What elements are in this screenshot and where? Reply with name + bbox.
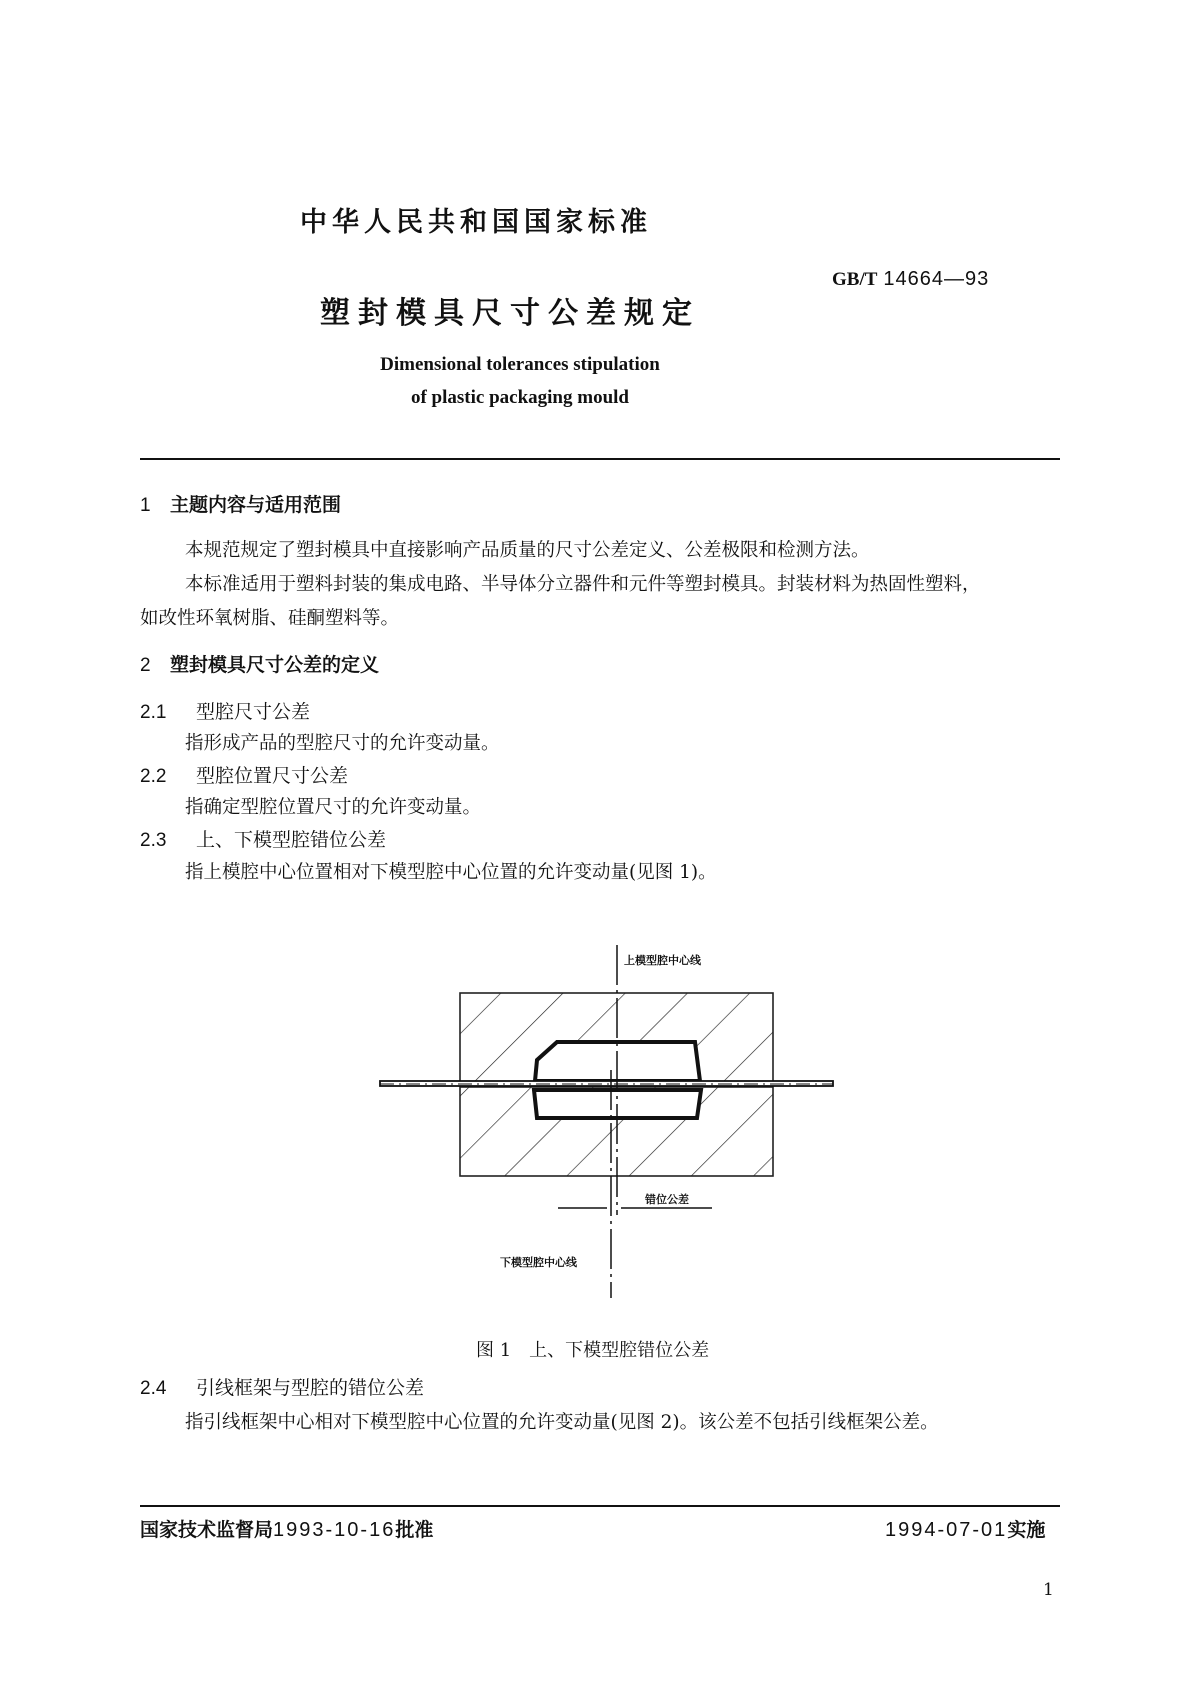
standard-prefix: GB/T — [832, 269, 878, 290]
section-2-heading — [140, 650, 379, 677]
document-title: 塑封模具尺寸公差规定 — [320, 296, 700, 331]
header-divider — [140, 458, 1060, 460]
clause-2-4-text: 指引线框架中心相对下模型腔中心位置的允许变动量(见图 2)。该公差不包括引线框架公差。 — [185, 1412, 939, 1433]
clause-2-3-number: 2.3 — [140, 830, 167, 851]
clause-2-1-title: 型腔尺寸公差 — [196, 701, 311, 723]
effective-date: 1994-07-01 — [885, 1519, 1008, 1541]
upper-centerline-label: 上模型腔中心线 — [624, 954, 701, 967]
english-title-line2: of plastic packaging mould — [410, 387, 629, 408]
effective-info — [885, 1515, 1045, 1542]
english-title-line1: Dimensional tolerances stipulation — [380, 354, 660, 375]
section-1-paragraph-1: 本规范规定了塑封模具中直接影响产品质量的尺寸公差定义、公差极限和检测方法。 — [185, 540, 870, 561]
section-1-paragraph-2-cont: 如改性环氧树脂、硅酮塑料等。 — [140, 608, 400, 629]
clause-2-2-number: 2.2 — [140, 766, 167, 787]
approval-date: 1993-10-16 — [273, 1519, 396, 1541]
clause-2-2-title: 型腔位置尺寸公差 — [196, 765, 349, 787]
section-1-heading — [140, 490, 341, 517]
section-1-paragraph-2: 本标准适用于塑料封装的集成电路、半导体分立器件和元件等塑封模具。封装材料为热固性塑料， — [185, 574, 981, 595]
figure-1-diagram — [370, 940, 850, 1300]
clause-2-3-title: 上、下模型腔错位公差 — [196, 829, 387, 851]
section-1-number: 1 — [140, 495, 151, 516]
section-2-number: 2 — [140, 655, 151, 676]
section-1-title: 主题内容与适用范围 — [170, 494, 342, 516]
offset-tolerance-label: 错位公差 — [645, 1193, 689, 1206]
national-standard-heading: 中华人民共和国国家标准 — [300, 207, 652, 238]
clause-2-3-heading — [140, 825, 386, 852]
footer-divider — [140, 1505, 1060, 1507]
effective-suffix: 实施 — [1007, 1519, 1046, 1541]
clause-2-4-number: 2.4 — [140, 1378, 167, 1399]
approval-info — [140, 1515, 433, 1542]
english-title — [300, 348, 740, 414]
lower-centerline-label: 下模型腔中心线 — [500, 1256, 577, 1269]
clause-2-4-heading — [140, 1373, 424, 1400]
figure-1-caption: 图 1 上、下模型腔错位公差 — [476, 1340, 710, 1361]
section-2-title: 塑封模具尺寸公差的定义 — [170, 654, 380, 676]
approval-org: 国家技术监督局 — [140, 1519, 274, 1541]
clause-2-1-text: 指形成产品的型腔尺寸的允许变动量。 — [185, 733, 500, 754]
clause-2-1-heading — [140, 697, 310, 724]
clause-2-1-number: 2.1 — [140, 702, 167, 723]
standard-code: 14664—93 — [883, 268, 990, 290]
standard-number — [832, 268, 989, 291]
clause-2-3-text: 指上模腔中心位置相对下模型腔中心位置的允许变动量(见图 1)。 — [185, 862, 717, 883]
clause-2-4-title: 引线框架与型腔的错位公差 — [196, 1377, 425, 1399]
clause-2-2-heading — [140, 761, 348, 788]
lead-frame — [380, 1081, 833, 1086]
page-number: 1 — [1043, 1580, 1054, 1600]
approval-suffix: 批准 — [395, 1519, 434, 1541]
clause-2-2-text: 指确定型腔位置尺寸的允许变动量。 — [185, 797, 482, 818]
